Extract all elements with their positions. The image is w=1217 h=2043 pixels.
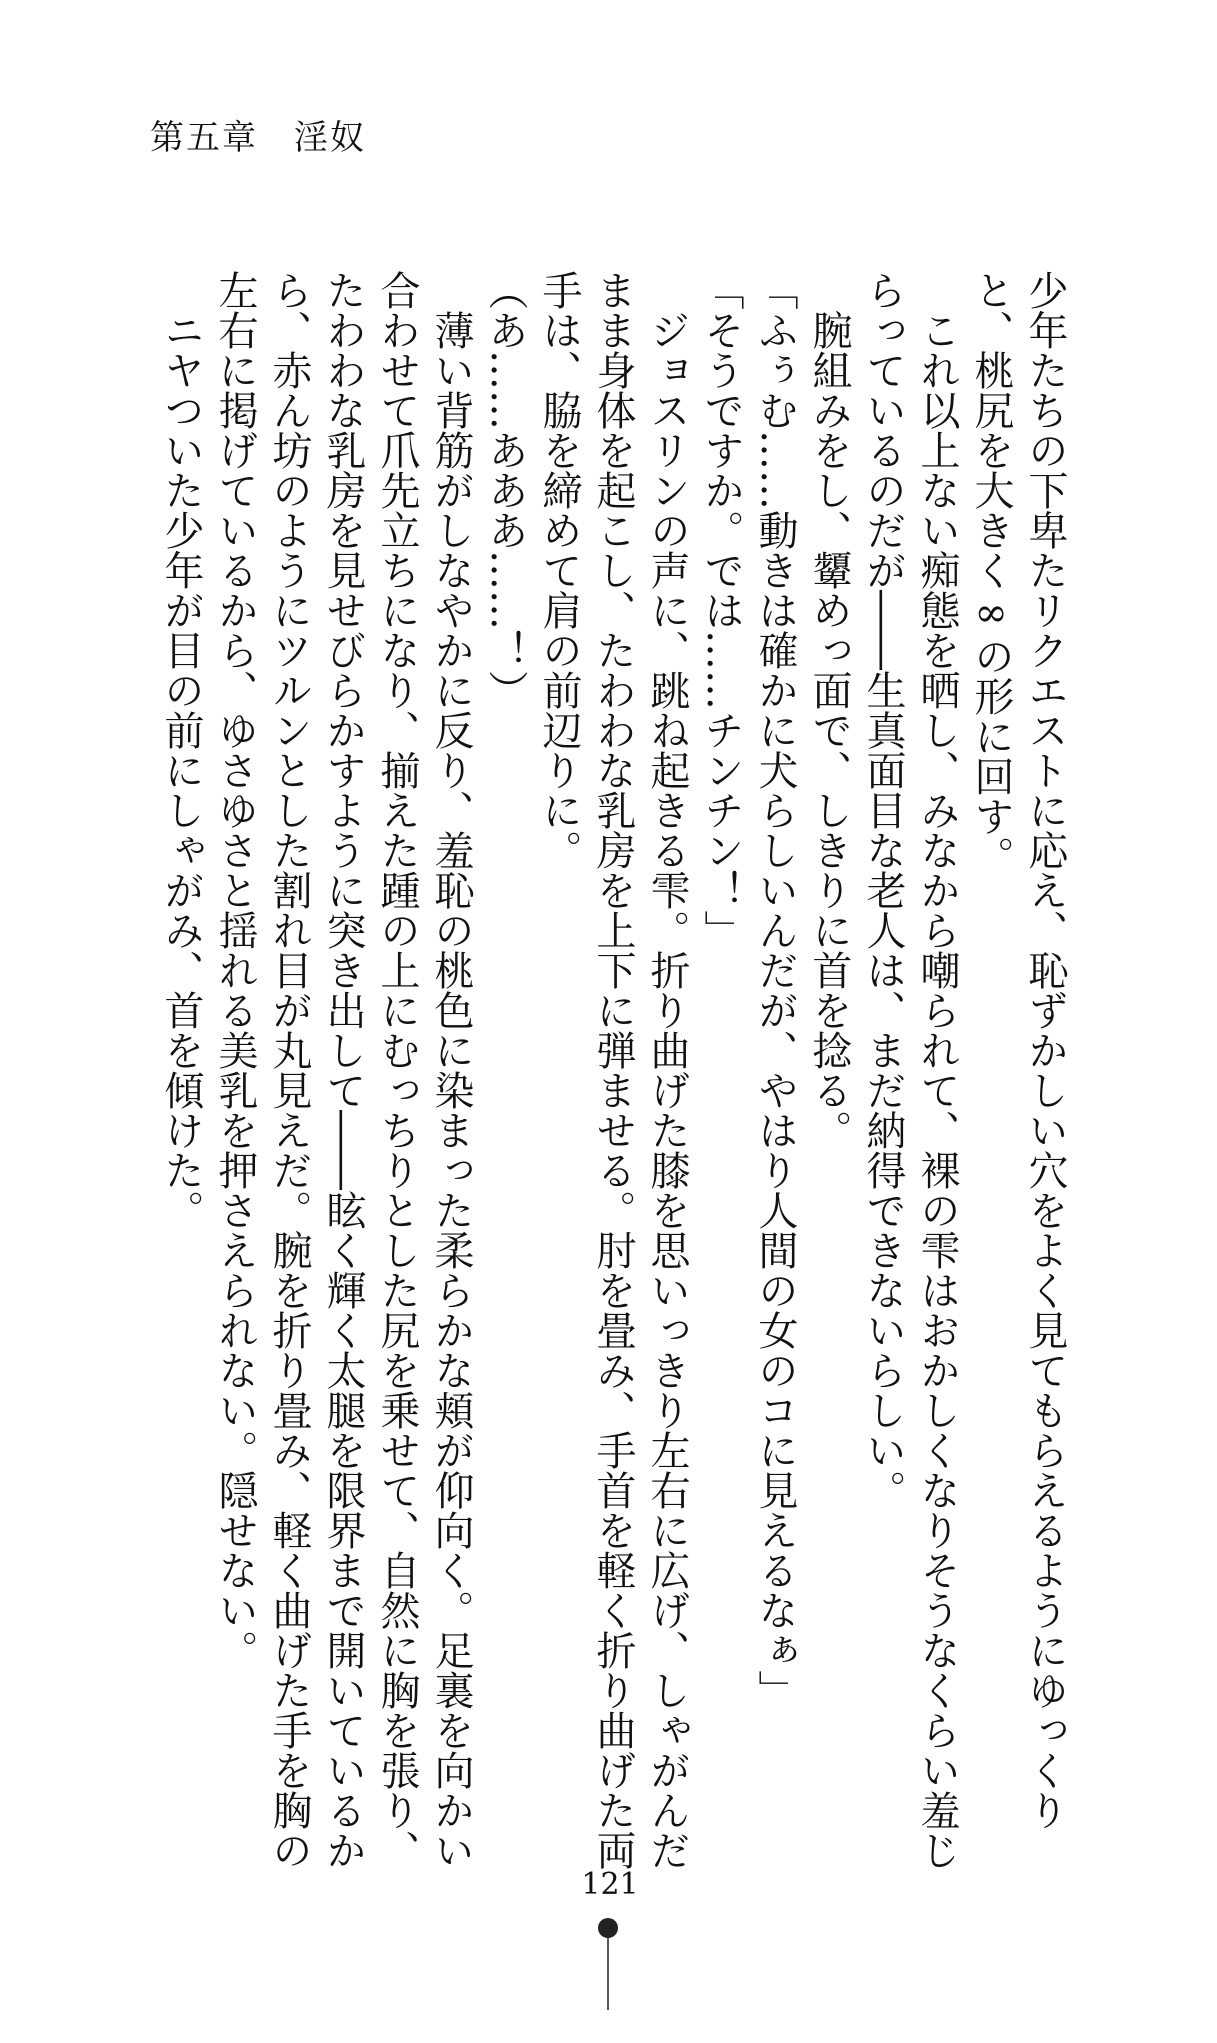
page-number: 121 [581, 1867, 639, 1902]
text-line-13: 合わせて爪先立ちになり、揃えた踵の上にむっちりとした尻を乗せて、自然に胸を張り、 [374, 270, 420, 1870]
text-line-1: 少年たちの下卑たリクエストに応え、恥ずかしい穴をよく見てもらえるようにゆっくり [1022, 270, 1068, 1830]
page-marker-line [607, 1938, 609, 2010]
page-marker-dot [598, 1918, 618, 1938]
text-line-15: ら、赤ん坊のようにツルンとした割れ目が丸見えだ。腕を折り畳み、軽く曲げた手を胸の [266, 270, 312, 1870]
text-line-17: ニヤついた少年が目の前にしゃがみ、首を傾けた。 [158, 270, 204, 1230]
running-header: 第五章 淫奴 [150, 118, 366, 158]
vertical-text-block [154, 270, 1072, 1870]
text-line-9: まま身体を起こし、たわわな乳房を上下に弾ませる。肘を畳み、手首を軽く折り曲げた両 [590, 270, 636, 1870]
text-line-4: らっているのだが――生真面目な老人は、まだ納得できないらしい。 [860, 270, 906, 1510]
text-line-10: 手は、脇を締めて肩の前辺りに。 [536, 270, 582, 870]
text-line-5: 腕組みをし、顰めっ面で、しきりに首を捻る。 [806, 270, 852, 1150]
text-line-3: これ以上ない痴態を晒し、みなから嘲られて、裸の雫はおかしくなりそうなくらい羞じ [914, 270, 960, 1870]
text-line-14: たわわな乳房を見せびらかすように突き出して――眩く輝く太腿を限界まで開いているか [320, 270, 366, 1870]
text-line-7: 「そうですか。では……チンチン！」 [698, 270, 744, 950]
text-line-2: と、桃尻を大きく∞の形に回す。 [968, 270, 1014, 876]
text-line-6: 「ふぅむ……動きは確かに犬らしいんだが、やはり人間の女のコに見えるなぁ」 [752, 270, 798, 1710]
text-line-8: ジョスリンの声に、跳ね起きる雫。折り曲げた膝を思いっきり左右に広げ、しゃがんだ [644, 270, 690, 1870]
text-line-16: 左右に掲げているから、ゆさゆさと揺れる美乳を押さえられない。隠せない。 [212, 270, 258, 1670]
text-line-12: 薄い背筋がしなやかに反り、羞恥の桃色に染まった柔らかな頬が仰向く。足裏を向かい [428, 270, 474, 1870]
text-line-11: （あ……あああ……！） [482, 270, 528, 710]
